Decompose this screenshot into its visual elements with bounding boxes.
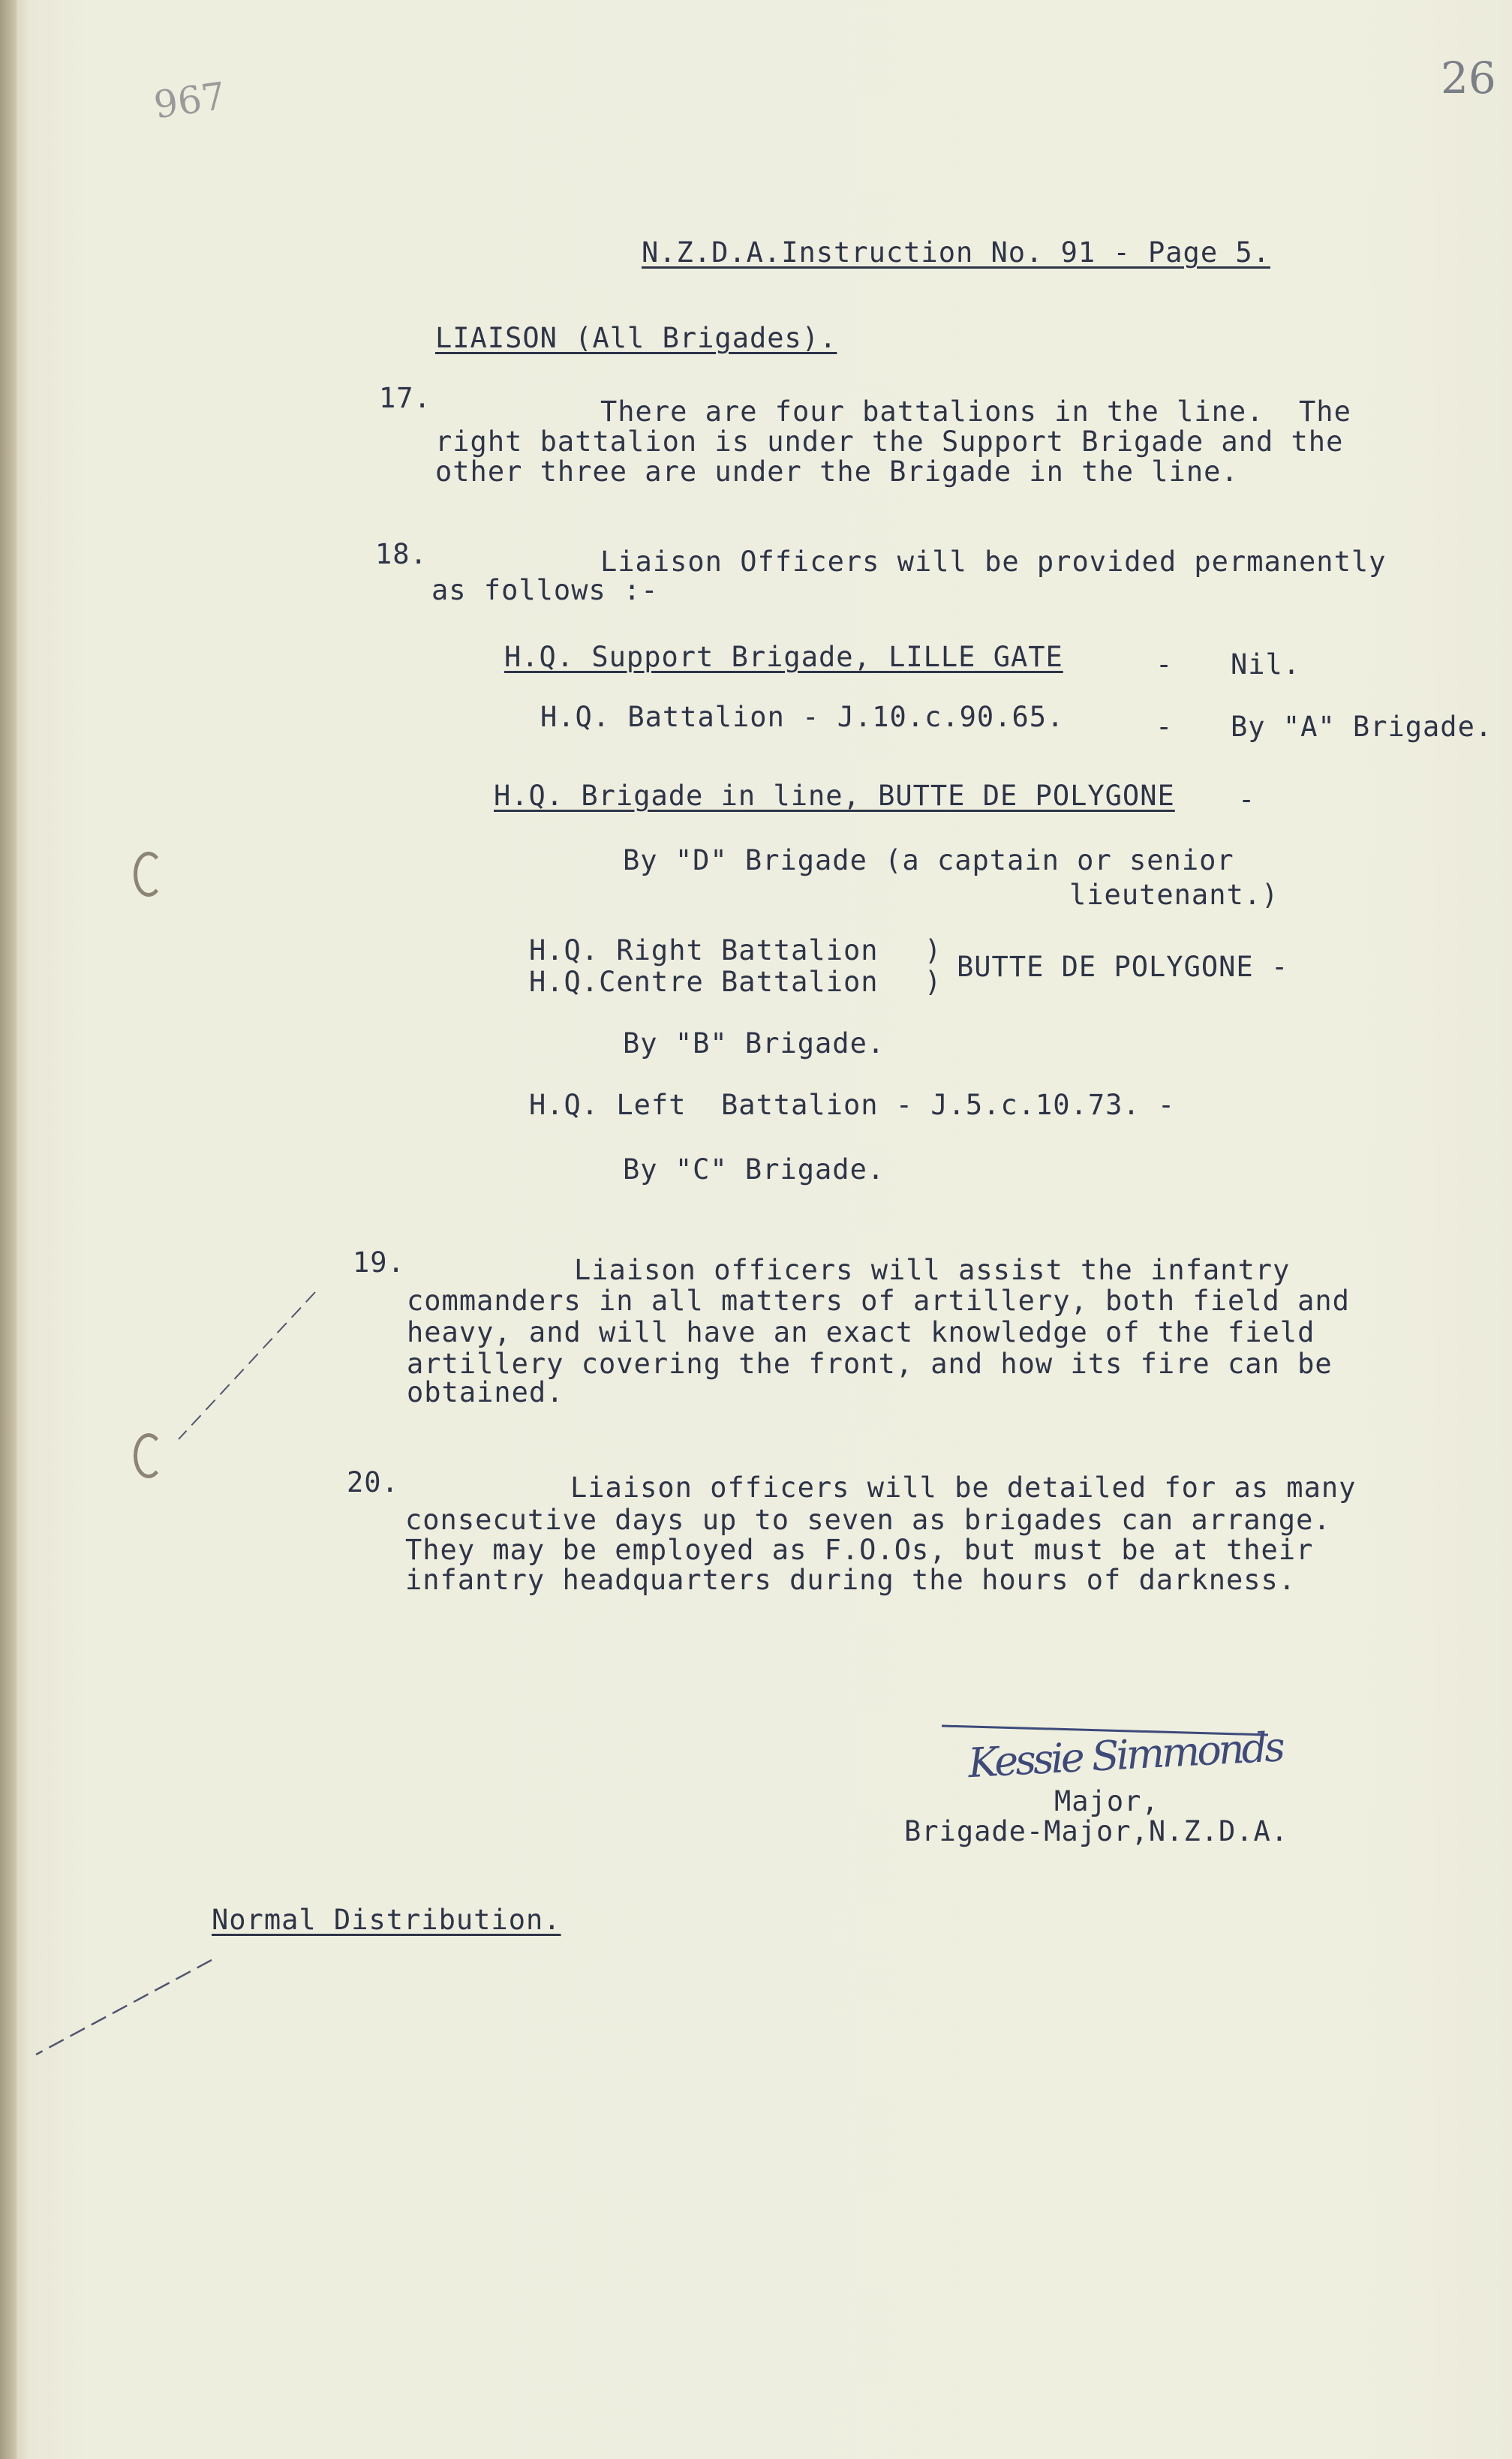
- para-20-line: consecutive days up to seven as brigades can arrange.: [405, 1504, 1331, 1536]
- para-17-line: other three are under the Brigade in the line.: [435, 455, 1239, 488]
- hq-support-brigade: H.Q. Support Brigade, LILLE GATE: [504, 641, 1063, 673]
- para-19-line: obtained.: [407, 1376, 564, 1408]
- by-d-brigade: By "D" Brigade (a captain or senior: [623, 844, 1234, 876]
- hq-battalion-dash: -: [1156, 711, 1174, 743]
- para-17-line: There are four battalions in the line. The: [600, 395, 1351, 428]
- para-20-line: Liaison officers will be detailed for as many: [570, 1471, 1357, 1504]
- hq-support-dash: -: [1156, 648, 1174, 681]
- pencil-folio-number: 967: [151, 74, 229, 128]
- para-19-line: artillery covering the front, and how its fire can be: [407, 1348, 1333, 1380]
- hq-right-battalion: H.Q. Right Battalion: [529, 934, 879, 966]
- pencil-stroke: [179, 1292, 315, 1439]
- para-18-line: as follows :-: [431, 574, 659, 606]
- hq-battalion-value: By "A" Brigade.: [1231, 711, 1493, 743]
- hq-centre-battalion: H.Q.Centre Battalion: [529, 966, 879, 998]
- section-title: LIAISON (All Brigades).: [435, 322, 837, 354]
- para-17-number: 17.: [379, 382, 431, 414]
- hq-battalion: H.Q. Battalion - J.10.c.90.65.: [540, 701, 1065, 733]
- para-20-number: 20.: [347, 1466, 399, 1499]
- signoff-rank: Major,: [1054, 1785, 1159, 1817]
- para-20-line: They may be employed as F.O.Os, but must be at their: [405, 1534, 1314, 1566]
- signature-underline: [942, 1726, 1268, 1735]
- para-17-line: right battalion is under the Support Brigade and the: [435, 425, 1344, 458]
- para-19-number: 19.: [353, 1246, 405, 1279]
- hq-support-value: Nil.: [1231, 648, 1301, 681]
- by-b-brigade: By "B" Brigade.: [623, 1027, 885, 1060]
- hq-brigade-in-line-dash: -: [1238, 783, 1256, 816]
- document-header: N.Z.D.A.Instruction No. 91 - Page 5.: [642, 236, 1270, 269]
- by-c-brigade: By "C" Brigade.: [623, 1153, 885, 1186]
- hq-left-battalion: H.Q. Left Battalion - J.5.c.10.73. -: [529, 1089, 1176, 1121]
- signoff-title: Brigade-Major,N.Z.D.A.: [904, 1815, 1289, 1847]
- bracket-top: ): [924, 934, 942, 966]
- para-19-line: commanders in all matters of artillery, both field and: [407, 1285, 1350, 1317]
- para-19-line: heavy, and will have an exact knowledge of the field: [407, 1316, 1315, 1348]
- by-d-brigade-cont: lieutenant.): [1069, 879, 1279, 911]
- para-18-number: 18.: [375, 538, 428, 570]
- signature-text: Kessie Simmonds: [966, 1723, 1284, 1787]
- para-20-line: infantry headquarters during the hours of darkness.: [405, 1564, 1297, 1596]
- butte-de-polygone: BUTTE DE POLYGONE -: [957, 951, 1289, 983]
- para-18-line: Liaison Officers will be provided permanently: [600, 546, 1387, 578]
- hq-brigade-in-line: H.Q. Brigade in line, BUTTE DE POLYGONE: [494, 780, 1175, 812]
- page-number: 26: [1441, 53, 1496, 104]
- distribution-note: Normal Distribution.: [212, 1904, 561, 1936]
- bracket-bottom: ): [924, 966, 942, 998]
- para-19-line: Liaison officers will assist the infantry: [574, 1254, 1291, 1286]
- pencil-stroke: [36, 1960, 212, 2055]
